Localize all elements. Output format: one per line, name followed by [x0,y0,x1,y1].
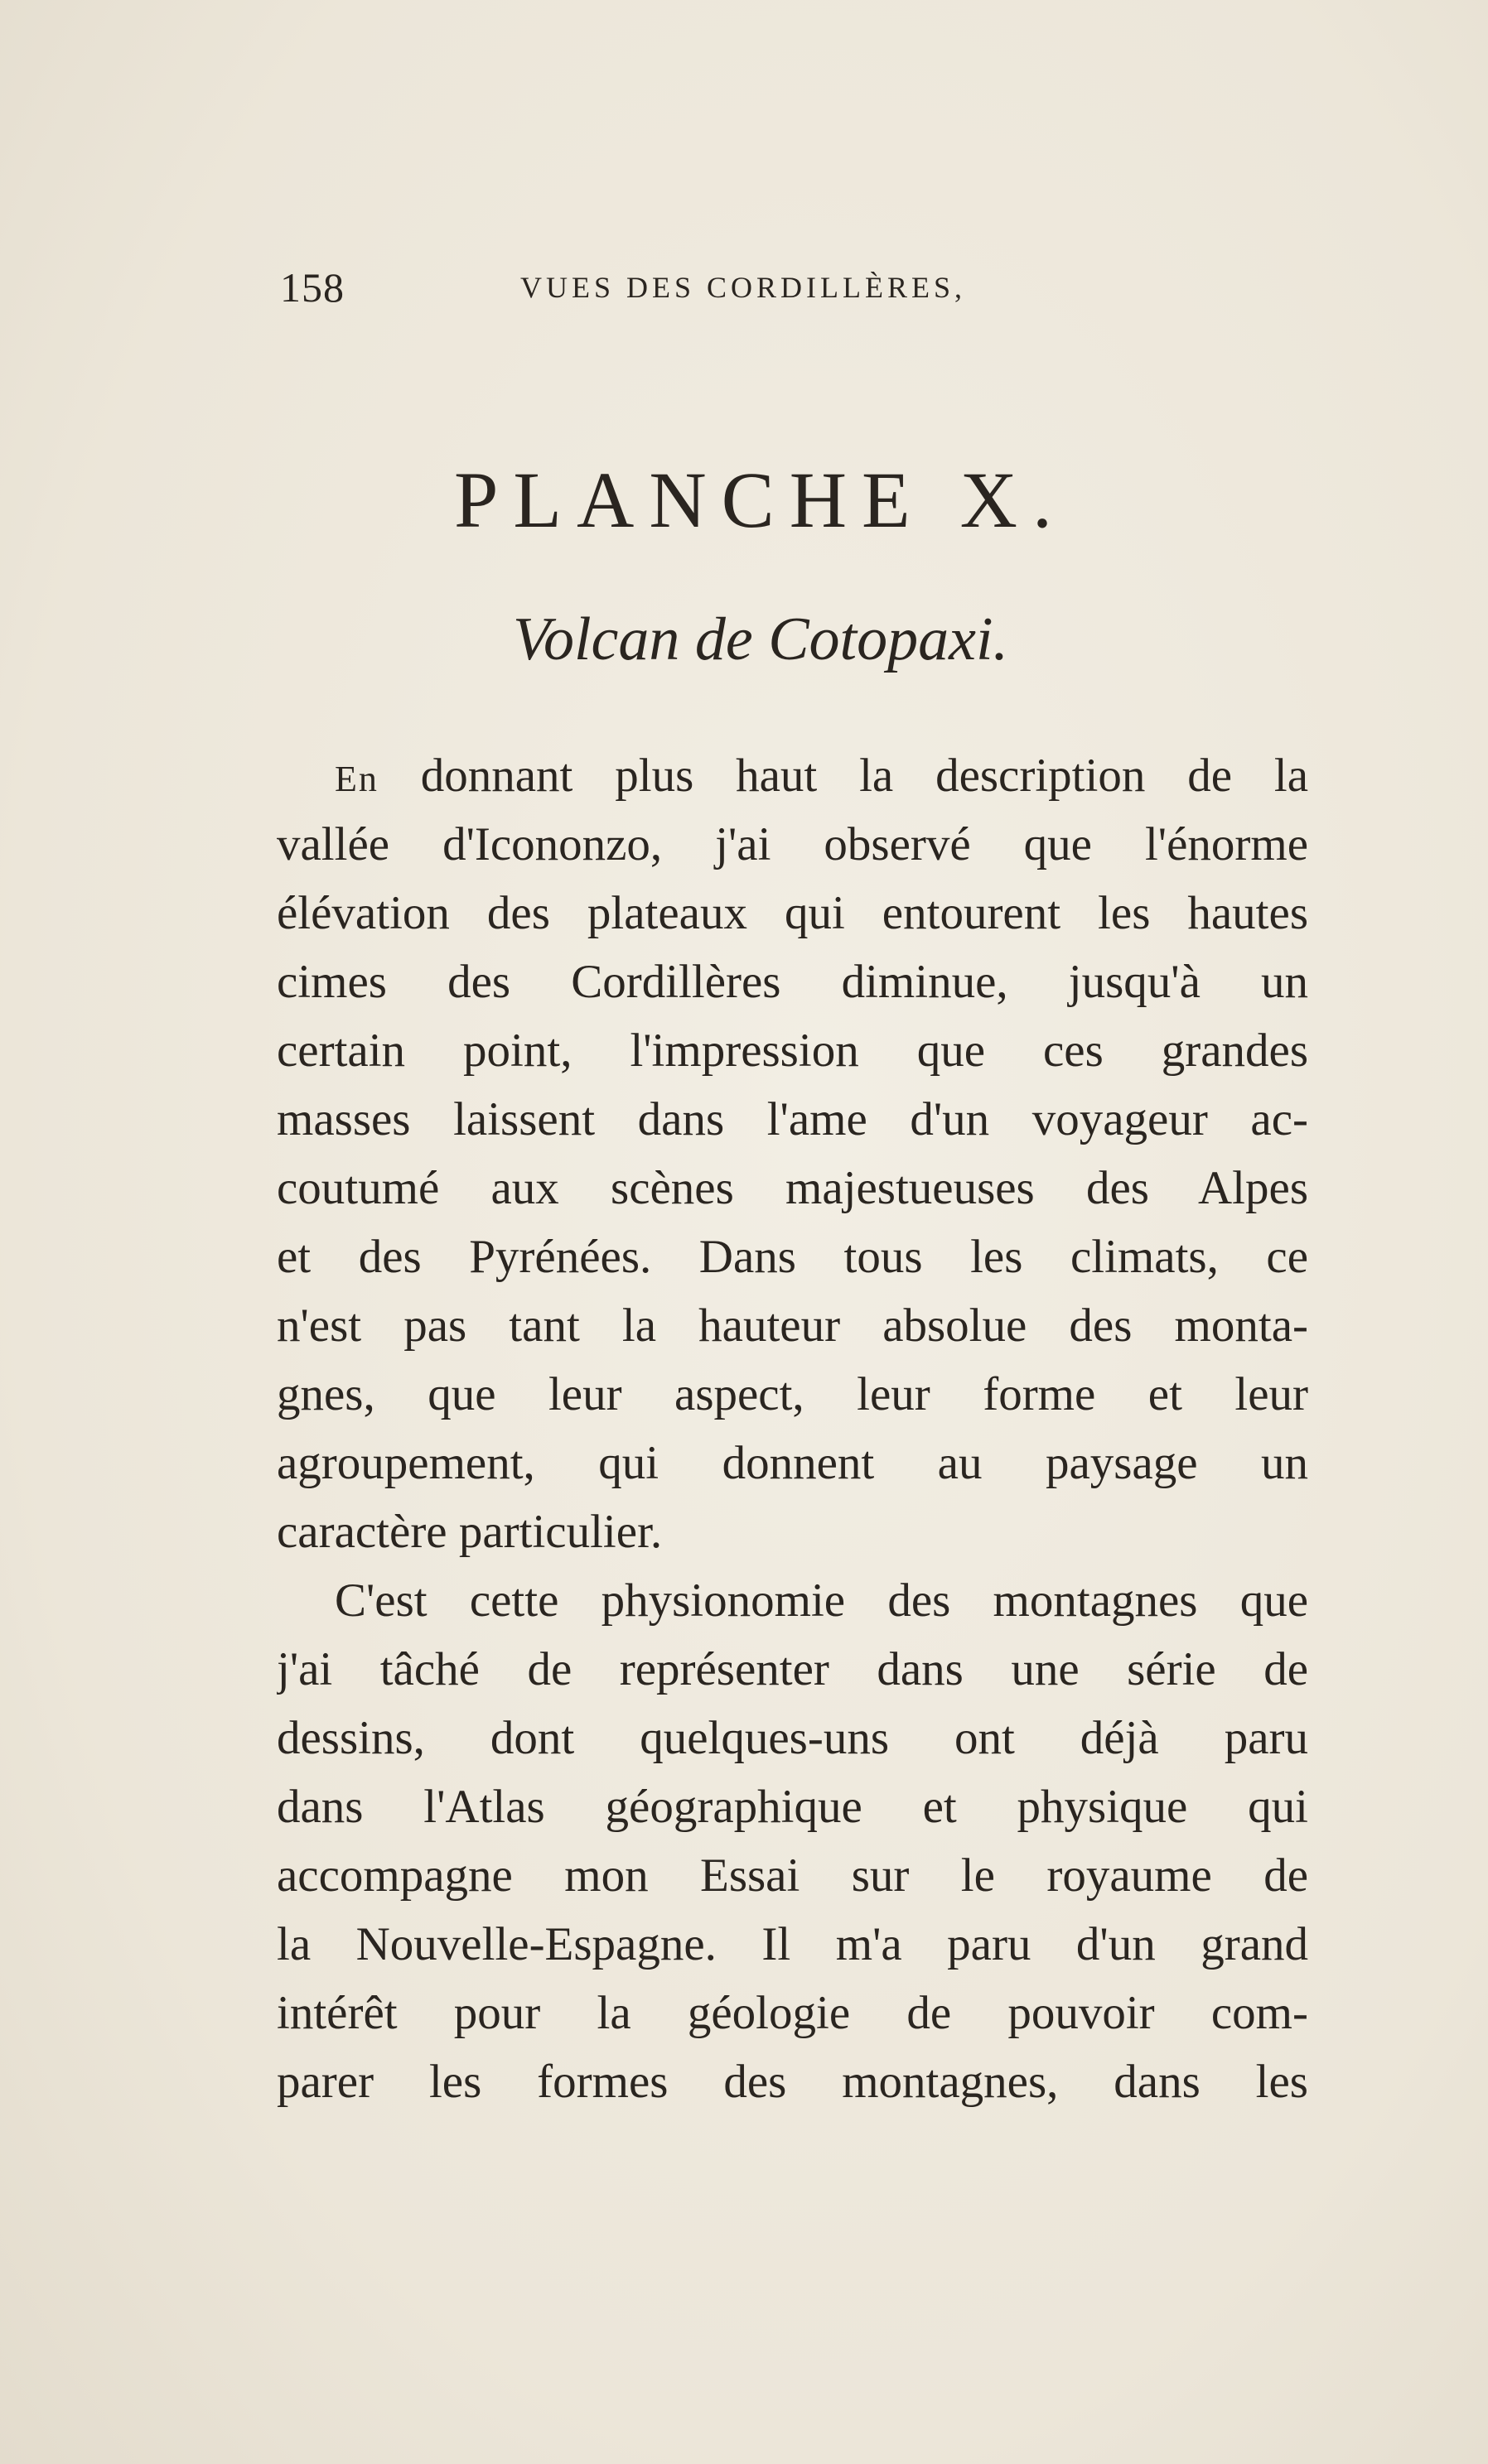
text-line: C'est cette physionomie des montagnes que [335,1574,1308,1627]
text-line: caractère particulier. [277,1506,663,1558]
text-line: coutumé aux scènes majestueuses des Alpes [277,1162,1308,1214]
running-title: VUES DES CORDILLÈRES, [520,271,967,304]
text-line: certain point, l'impression que ces grandes [277,1025,1308,1077]
dropcap-word: En [335,759,379,799]
text-line: parer les formes des montagnes, dans les [277,2056,1308,2108]
plate-title: PLANCHE X. [453,456,1067,544]
text-line: vallée d'Icononzo, j'ai observé que l'énorme [277,818,1308,870]
body-text [277,741,1308,2116]
page-number: 158 [280,264,345,311]
text-line: dessins, dont quelques-uns ont déjà paru [277,1712,1308,1764]
text-line: agroupement, qui donnent au paysage un [277,1437,1308,1489]
text-line: la Nouvelle-Espagne. Il m'a paru d'un grand [277,1918,1308,1970]
text-line: accompagne mon Essai sur le royaume de [277,1849,1308,1902]
text-line: dans l'Atlas géographique et physique qui [277,1781,1308,1833]
text-line: gnes, que leur aspect, leur forme et leur [277,1368,1308,1420]
text-line: intérêt pour la géologie de pouvoir com- [277,1987,1308,2039]
text-line: En donnant plus haut la description de la [335,750,1308,802]
text-line: j'ai tâché de représenter dans une série de [277,1643,1308,1695]
plate-subtitle: Volcan de Cotopaxi. [512,605,1009,673]
text-line: et des Pyrénées. Dans tous les climats, ce [277,1231,1308,1283]
running-head [280,263,1125,313]
text-line: cimes des Cordillères diminue, jusqu'à un [277,956,1308,1008]
text-line: élévation des plateaux qui entourent les hautes [277,887,1308,939]
text-line: n'est pas tant la hauteur absolue des monta- [277,1300,1308,1352]
text-line: masses laissent dans l'ame d'un voyageur ac- [277,1093,1308,1145]
